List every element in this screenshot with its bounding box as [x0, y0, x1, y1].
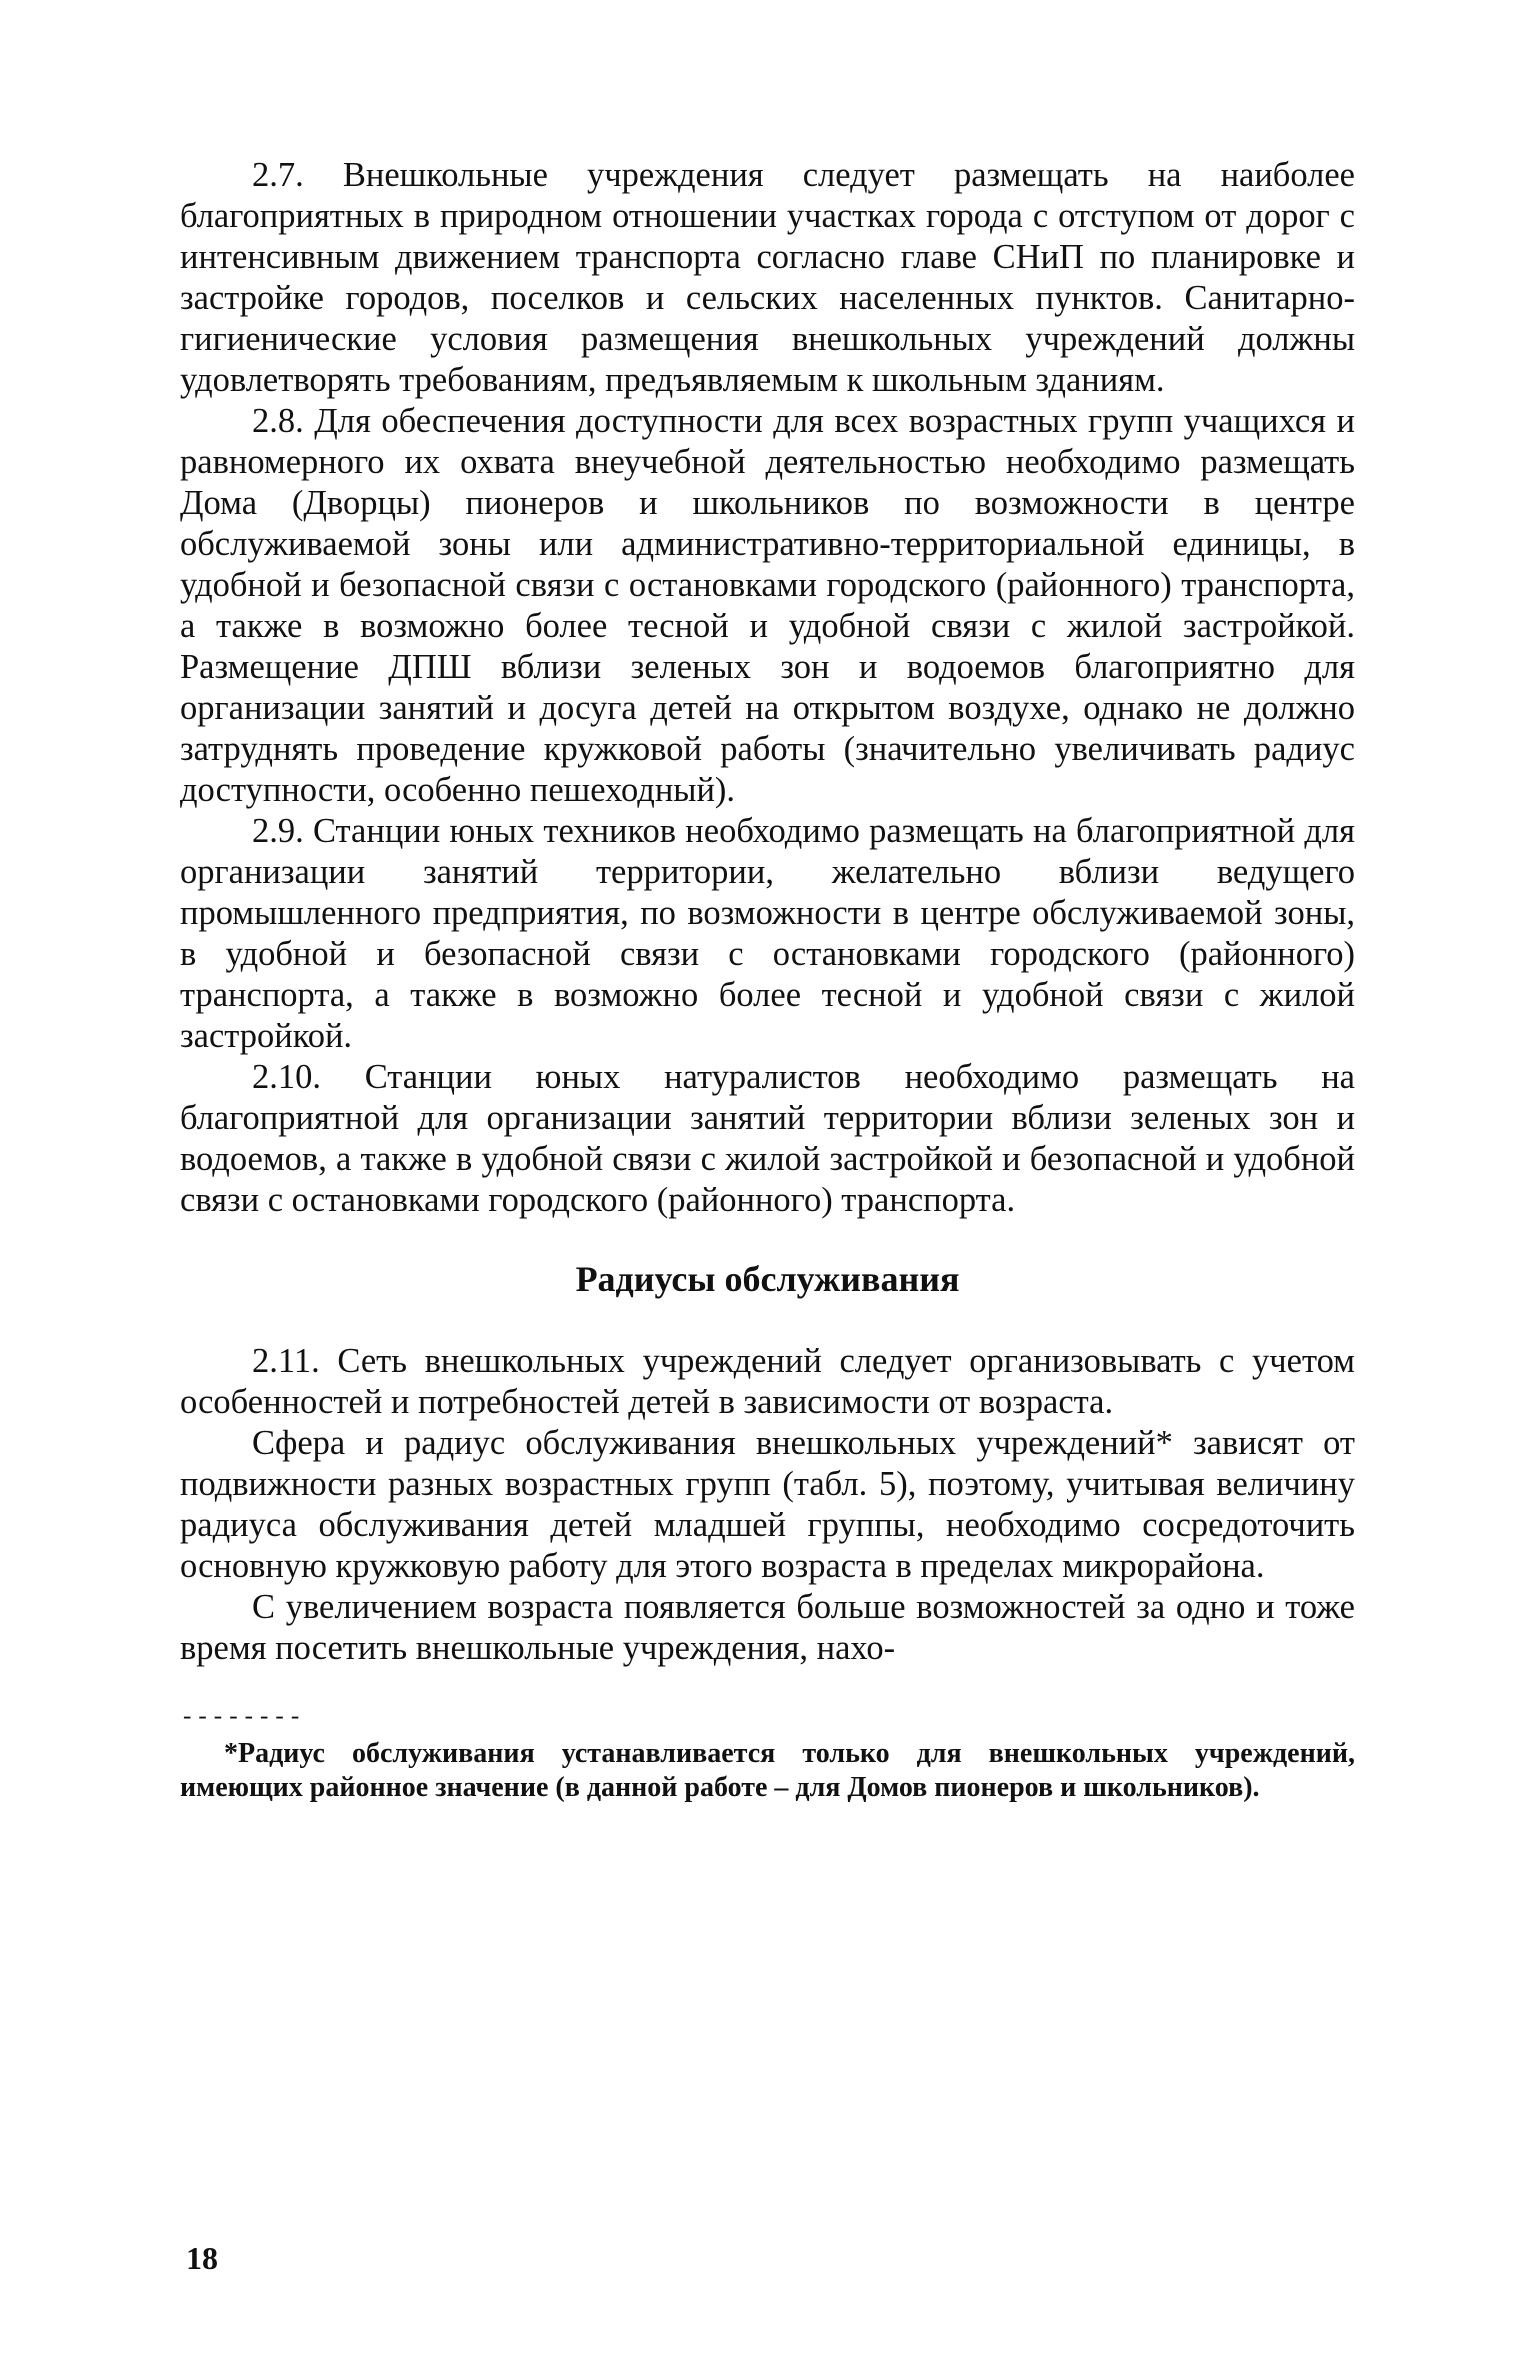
- section-heading: Радиусы обслуживания: [575, 1259, 960, 1299]
- page-number: 18: [186, 2240, 218, 2276]
- footnote: *Радиус обслуживания устанавливается только для внешкольных учреждений, имеющих районное значение (в данной работе – для Домов пионеров и школьников).: [180, 1738, 1355, 1803]
- paragraph-sphere-radius: Сфера и радиус обслуживания внешкольных учреждений* зависят от подвижности разных возрастных групп (табл. 5), поэтому, учитывая величину радиуса обслуживания детей младшей группы, необходимо сосредоточить основную кружковую работу для этого возраста в пределах микрорайона.: [180, 1424, 1355, 1585]
- paragraph-2-9: 2.9. Станции юных техников необходимо размещать на благоприятной для организации занятий территории, желательно вблизи ведущего промышленного предприятия, по возможности в центре обслуживаемой зоны, в удобной и безопасной связи с остановками городского (районного) транспорта, а также в возможно более тесной и удобной связи с жилой застройкой.: [180, 812, 1355, 1055]
- footnote-separator: --------: [180, 1705, 304, 1732]
- page-body: [180, 155, 1355, 1805]
- paragraph-age-increase: С увеличением возраста появляется больше возможностей за одно и тоже время посетить внешкольные учреждения, нахо-: [180, 1588, 1355, 1667]
- paragraph-2-7: 2.7. Внешкольные учреждения следует размещать на наиболее благоприятных в природном отношении участках города с отступом от дорог с интенсивным движением транспорта согласно главе СНиП по планировке и застройке городов, поселков и сельских населенных пунктов. Санитарно-гигиенические условия размещения внешкольных учреждений должны удовлетворять требованиям, предъявляемым к школьным зданиям.: [180, 156, 1355, 399]
- paragraph-2-10: 2.10. Станции юных натуралистов необходимо размещать на благоприятной для организации занятий территории вблизи зеленых зон и водоемов, а также в удобной связи с жилой застройкой и безопасной и удобной связи с остановками городского (районного) транспорта.: [180, 1058, 1355, 1219]
- paragraph-2-11: 2.11. Сеть внешкольных учреждений следует организовывать с учетом особенностей и потребностей детей в зависимости от возраста.: [180, 1342, 1355, 1421]
- paragraph-2-8: 2.8. Для обеспечения доступности для всех возрастных групп учащихся и равномерного их охвата внеучебной деятельностью необходимо размещать Дома (Дворцы) пионеров и школьников по возможности в центре обслуживаемой зоны или административно-территориальной единицы, в удобной и безопасной связи с остановками городского (районного) транспорта, а также в возможно более тесной и удобной связи с жилой застройкой. Размещение ДПШ вблизи зеленых зон и водоемов благоприятно для организации занятий и досуга детей на открытом воздухе, однако не должно затруднять проведение кружковой работы (значительно увеличивать радиус доступности, особенно пешеходный).: [180, 402, 1355, 809]
